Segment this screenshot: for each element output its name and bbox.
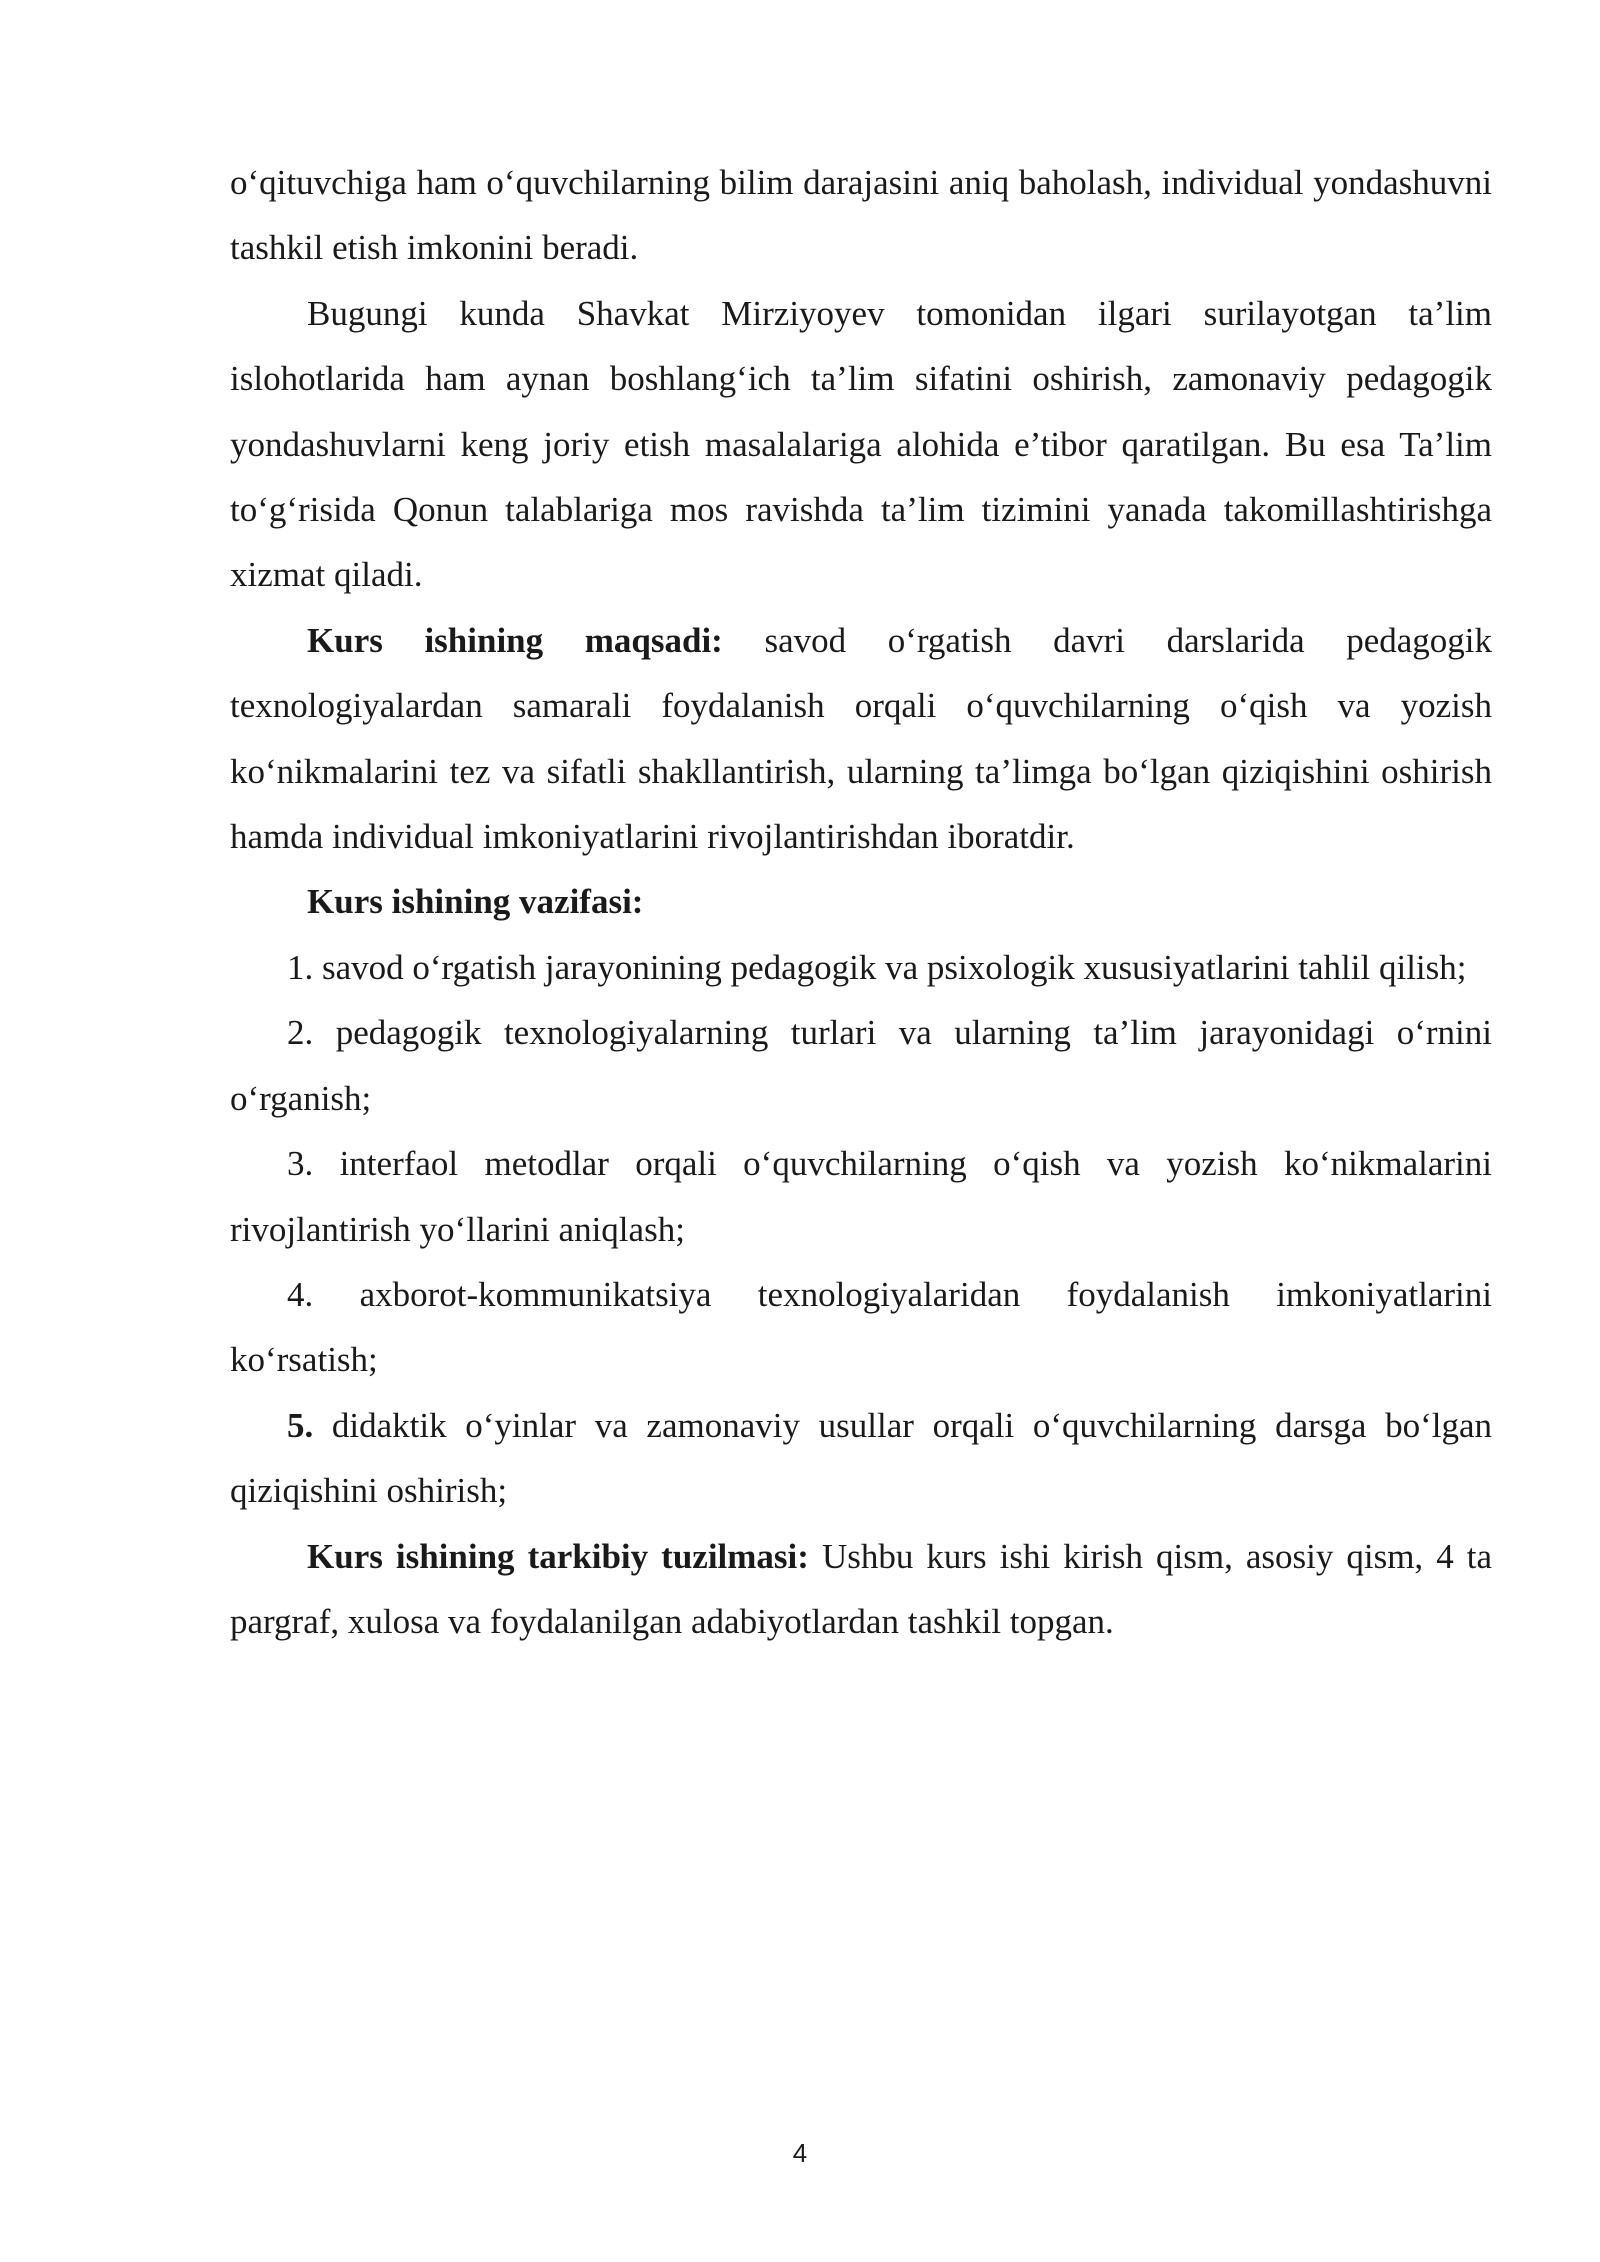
task-number: 5. <box>287 1405 314 1445</box>
paragraph-continuation: o‘qituvchiga ham o‘quvchilarning bilim darajasini aniq baholash, individual yondashuvni tashkil etish imkonini beradi. <box>230 163 1492 268</box>
document-page <box>230 150 1492 1654</box>
task-text: savod o‘rgatish jarayonining pedagogik va psixologik xususiyatlarini tahlil qilish; <box>313 947 1467 987</box>
paragraph-structure <box>230 1524 1492 1655</box>
task-item-3 <box>230 1131 1492 1262</box>
goal-heading: Kurs ishining maqsadi: <box>307 620 723 660</box>
task-item-1 <box>230 935 1492 1000</box>
task-number: 2. <box>287 1013 314 1053</box>
tasks-heading-paragraph <box>230 869 1492 934</box>
structure-heading: Kurs ishining tarkibiy tuzilmasi: <box>307 1536 809 1576</box>
task-text: didaktik o‘yinlar va zamonaviy usullar orqali o‘quvchilarning darsga bo‘lgan qiziqishini oshirish; <box>230 1405 1492 1511</box>
task-text: interfaol metodlar orqali o‘quvchilarning o‘qish va yozish ko‘nikmalarini rivojlantirish yo‘llarini aniqlash; <box>230 1144 1492 1249</box>
paragraph-reforms: Bugungi kunda Shavkat Mirziyoyev tomonidan ilgari surilayotgan ta’lim islohotlarida ham aynan boshlang‘ich ta’lim sifatini oshirish, zamonaviy pedagogik yondashuvlarni keng joriy etish masalalariga alohida e’tibor qaratilgan. Bu esa Ta’lim to‘g‘risida Qonun talablariga mos ravishda ta’lim tizimini yanada takomillashtirishga xizmat qiladi. <box>230 293 1492 595</box>
structure-text: Ushbu kurs ishi kirish qism, asosiy qism, 4 ta pargraf, xulosa va foydalanilgan adabiyotlardan tashkil topgan. <box>230 1536 1492 1641</box>
task-number: 3. <box>287 1144 314 1184</box>
goal-text: savod o‘rgatish davri darslarida pedagogik texnologiyalardan samarali foydalanish orqali o‘quvchilarning o‘qish va yozish ko‘nikmalarini tez va sifatli shakllantirish, ularning ta’limga bo‘lgan qiziqishini oshirish hamda individual imkoniyatlarini rivojlantirishdan iboratdir. <box>230 620 1492 857</box>
paragraph-goal <box>230 608 1492 870</box>
task-item-4 <box>230 1262 1492 1393</box>
task-item-5 <box>230 1393 1492 1524</box>
page-number: 4 <box>792 2138 808 2168</box>
task-number: 1. <box>287 947 314 987</box>
tasks-heading: Kurs ishining vazifasi: <box>307 882 644 922</box>
task-text: pedagogik texnologiyalarning turlari va ularning ta’lim jarayonidagi o‘rnini o‘rganish; <box>230 1013 1492 1118</box>
task-number: 4. <box>287 1274 314 1314</box>
task-item-2 <box>230 1000 1492 1131</box>
task-text: axborot-kommunikatsiya texnologiyalaridan foydalanish imkoniyatlarini ko‘rsatish; <box>230 1274 1492 1380</box>
